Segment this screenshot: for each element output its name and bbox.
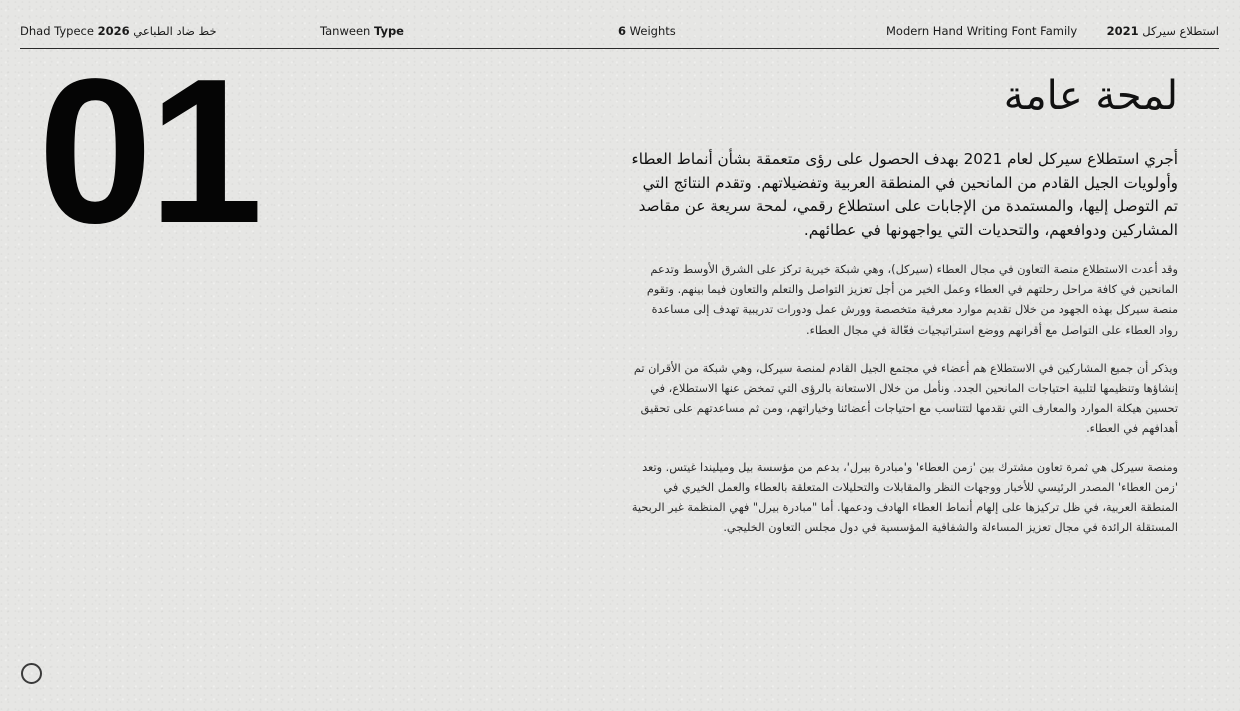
header-weights-count: 6 [618,24,627,38]
header-family-label: Modern Hand Writing Font Family [886,24,1078,38]
header-brand-arabic: خط ضاد الطباعي [133,24,217,38]
section-number: 01 [38,36,260,266]
header-brand-name: Dhad Typece [20,24,94,38]
header-survey-year: 2021 [1106,24,1139,38]
header-brand-year: 2026 [97,24,130,38]
header-type-label [320,24,404,38]
body-paragraph-3: ومنصة سيركل هي ثمرة تعاون مشترك بين 'زمن العطاء' و'مبادرة بيرل'، بدعم من مؤسسة بيل وميليندا غيتس. وتعد 'زمن العطاء' المصدر الرئيسي للأخبار ووجهات النظر والمقابلات والتحليلات المتعلقة بالعطاء والعمل الخيري في المنطقة العربية، في ظل تركيزها على إلهام أنماط العطاء الهادف ودعمها. أما "مبادرة بيرل" فهي المنظمة غير الربحية المستقلة الرائدة في مجال تعزيز المساءلة والشفافية المؤسسية في دول مجلس التعاون الخليجي. [631,460,1178,535]
circle-outline-icon[interactable] [21,663,42,684]
header-survey-label [1107,24,1219,38]
body-paragraph-1: وقد أعدت الاستطلاع منصة التعاون في مجال العطاء (سيركل)، وهي شبكة خيرية تركز على الشرق الأوسط وتدعم المانحين في كافة مراحل رحلتهم في العطاء وعمل الخير من أجل تعزيز التواصل والتعلم والتعاون فيما بينهم. وتقوم منصة سيركل بهذه الجهود من خلال تقديم موارد معرفية متخصصة وورش عمل ودورات تدريبية تهدف إلى مساعدة رواد العطاء على التواصل مع أقرانهم ووضع استراتيجيات فعّالة في مجال العطاء. [646,263,1178,337]
header-weights-label [618,24,676,38]
section-title: لمحة عامة [1003,73,1178,119]
content-column [630,70,1178,556]
lead-paragraph: أجري استطلاع سيركل لعام 2021 بهدف الحصول على رؤى متعمقة بشأن أنماط العطاء وأولويات الجيل القادم من المانحين في المنطقة العربية وتفضيلاتهم. وتقدم النتائج التي تم التوصل إليها، والمستمدة من الإجابات على استطلاع رقمي، لمحة سريعة عن مقاصد المشاركين ودوافعهم، والتحديات التي يواجهونها في عطائهم. [631,150,1178,239]
header-type-suffix: Type [373,24,404,38]
header-survey-arabic: استطلاع سيركل [1142,24,1219,38]
header-type-prefix: Tanween [320,24,371,38]
header-weights-text: Weights [629,24,676,38]
body-paragraph-2: ويذكر أن جميع المشاركين في الاستطلاع هم أعضاء في مجتمع الجيل القادم لمنصة سيركل، وهي شبكة من الأقران تم إنشاؤها وتنظيمها لتلبية احتياجات المانحين الجدد. ونأمل من خلال الاستعانة بالرؤى التي تمخض عنها الاستطلاع، في تحسين هيكلة الموارد والمعارف التي نقدمها لتتناسب مع احتياجات أعضائنا وخياراتهم، ومن ثم مساعدتهم على تحقيق أهدافهم في العطاء. [633,361,1178,436]
